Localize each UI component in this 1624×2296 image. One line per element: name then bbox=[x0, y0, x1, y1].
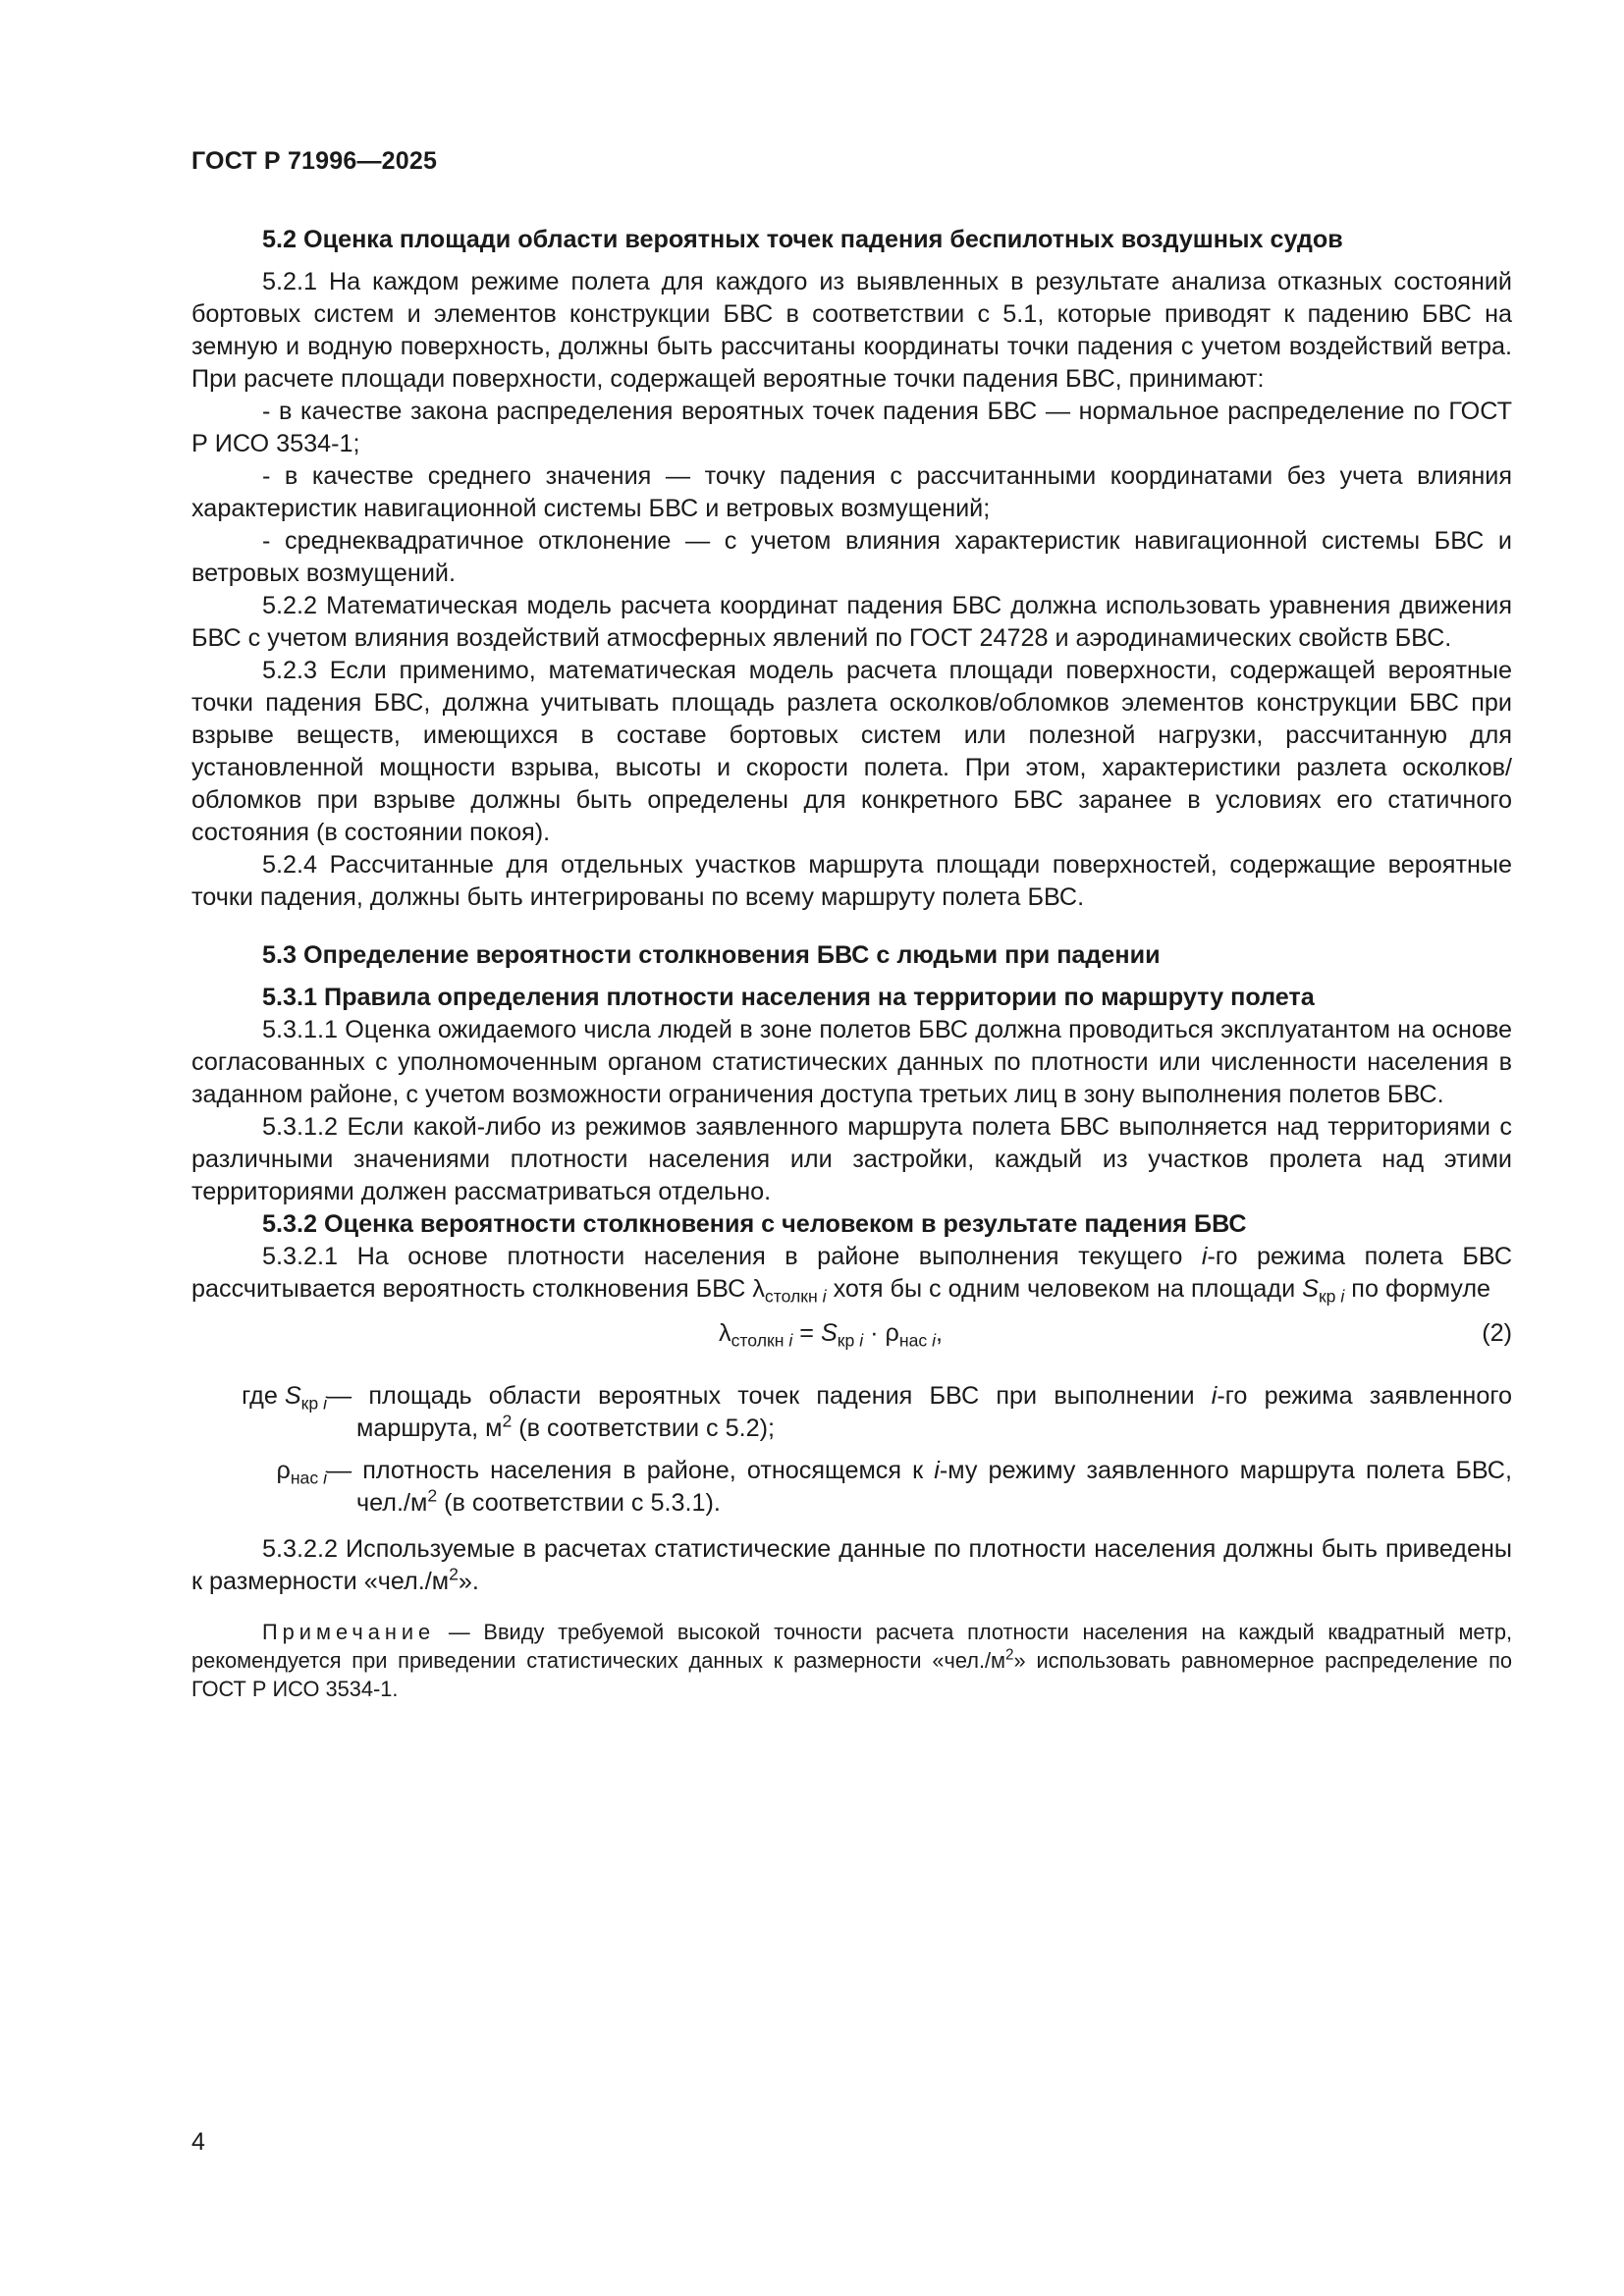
document-page bbox=[191, 0, 1512, 2296]
page-number: 4 bbox=[191, 2128, 205, 2156]
formula-2: $\lambda_{столкн i} = S_{кр i} \cdot \rho_{нас i}$, bbox=[719, 1319, 944, 1351]
paragraph-5-2-2: 5.2.2 Математическая модель расчета координат падения БВС должна использовать уравнения движения БВС с учетом влияния воздействий атмосферных явлений по ГОСТ 24728 и аэродинамических свойств БВС. bbox=[191, 592, 1512, 652]
document-header: ГОСТ Р 71996—2025 bbox=[191, 147, 438, 175]
subsection-5-3-1-title: 5.3.1 Правила определения плотности населения на территории по маршруту полета bbox=[262, 984, 1315, 1011]
paragraph-5-2-4: 5.2.4 Рассчитанные для отдельных участков маршрута площади поверхностей, содержащие вероятные точки падения, должны быть интегрированы по всему маршруту полета БВС. bbox=[191, 851, 1512, 911]
paragraph-5-2-1: 5.2.1 На каждом режиме полета для каждого из выявленных в результате анализа отказных состояний бортовых систем и элементов конструкции БВС в соответствии с 5.1, которые приводят к падению БВС на земную и водную поверхность, должны быть рассчитаны координаты точки падения с учетом воздействий ветра. При расчете площади поверхности, содержащей вероятные точки падения БВС, принимают: bbox=[191, 268, 1512, 393]
list-item: - в качестве закона распределения вероятных точек падения БВС — нормальное распределение по ГОСТ Р ИСО 3534-1; bbox=[191, 398, 1512, 457]
paragraph-5-3-1-2: 5.3.1.2 Если какой-либо из режимов заявленного маршрута полета БВС выполняется над территориями с различными значениями плотности населения или застройки, каждый из участков пролета над этими территориями должен рассматриваться отдельно. bbox=[191, 1113, 1512, 1205]
list-item: - среднеквадратичное отклонение — с учетом влияния характеристик навигационной системы БВС и ветровых возмущений. bbox=[191, 527, 1512, 587]
definition-row bbox=[191, 1455, 1512, 1529]
definition-symbol: $\rho_{нас i}$ bbox=[276, 1457, 327, 1488]
definition-symbol: где $S_{кр i}$ bbox=[242, 1382, 327, 1414]
subsection-5-3-2-title: 5.3.2 Оценка вероятности столкновения с человеком в результате падения БВС bbox=[262, 1210, 1247, 1238]
variable-definitions bbox=[191, 1380, 1512, 1529]
definition-text: — площадь области вероятных точек падения БВС при выполнении i-го режима заявленного маршрута, $м^2$ (в соответствии с 5.2); bbox=[327, 1382, 1512, 1442]
document-body bbox=[191, 224, 1512, 1703]
definition-row bbox=[191, 1380, 1512, 1455]
note-label: Примечание bbox=[262, 1620, 436, 1644]
list-item: - в качестве среднего значения — точку падения с рассчитанными координатами без учета влияния характеристик навигационной системы БВС и ветровых возмущений; bbox=[191, 462, 1512, 522]
section-5-2-title: 5.2 Оценка площади области вероятных точек падения беспилотных воздушных судов bbox=[262, 226, 1343, 253]
paragraph-5-3-1-1: 5.3.1.1 Оценка ожидаемого числа людей в зоне полетов БВС должна проводиться эксплуатантом на основе согласованных с уполномоченным органом статистических данных по плотности или численности населения в заданном районе, с учетом возможности ограничения доступа третьих лиц в зону выполнения полетов БВС. bbox=[191, 1016, 1512, 1108]
paragraph-5-2-3: 5.2.3 Если применимо, математическая модель расчета площади поверхности, содержащей вероятные точки падения БВС, должна учитывать площадь разлета осколков/обломков элементов конструкции БВС при взрыве веществ, имеющихся в составе бортовых систем или полезной нагрузки, рассчитанную для установленной мощности взрыва, высоты и скорости полета. При этом, характеристики разлета осколков/обломков при взрыве должны быть определены для конкретного БВС заранее в условиях его статичного состояния (в состоянии покоя). bbox=[191, 657, 1512, 846]
formula-block bbox=[191, 1317, 1512, 1372]
section-5-3-title: 5.3 Определение вероятности столкновения БВС с людьми при падении bbox=[262, 941, 1161, 969]
note: Примечание — Ввиду требуемой высокой точности расчета плотности населения на каждый квадратный метр, рекомендуется при приведении статистических данных к размерности «$чел./м^2$» использовать равномерное распределение по ГОСТ Р ИСО 3534-1. bbox=[191, 1620, 1513, 1701]
definition-text: — плотность населения в районе, относящемся к i-му режиму заявленного маршрута полета БВС, $чел./м^2$ (в соответствии с 5.3.1). bbox=[327, 1457, 1512, 1517]
formula-number: (2) bbox=[1482, 1319, 1512, 1347]
paragraph-5-3-2-2: 5.3.2.2 Используемые в расчетах статистические данные по плотности населения должны быть приведены к размерности «$чел./м^2$». bbox=[191, 1535, 1512, 1595]
paragraph-5-3-2-1: 5.3.2.1 На основе плотности населения в районе выполнения текущего i-го режима полета БВС рассчитывается вероятность столкновения БВС $\lambda_{столкн i}$ хотя бы с одним человеком на площади $S_{кр i}$ по формуле bbox=[191, 1243, 1513, 1307]
